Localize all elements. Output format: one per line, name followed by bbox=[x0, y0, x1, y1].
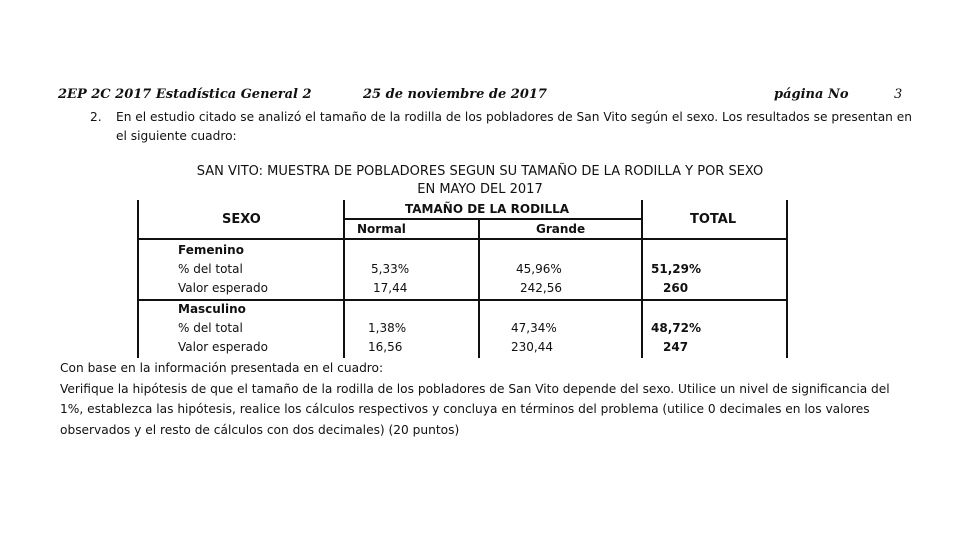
table-cell: 48,72% bbox=[651, 321, 701, 335]
table-cell: 242,56 bbox=[520, 281, 562, 295]
table-cell: 260 bbox=[663, 281, 689, 295]
table-title-line2: EN MAYO DEL 2017 bbox=[417, 182, 543, 197]
table-cell: 51,29% bbox=[651, 262, 701, 276]
col-header-grande: Grande bbox=[536, 222, 586, 236]
row-label: Valor esperado bbox=[178, 340, 268, 354]
col-header-sexo: SEXO bbox=[222, 212, 261, 227]
exam-date: 25 de noviembre de 2017 bbox=[363, 87, 547, 102]
table-cell: 16,56 bbox=[368, 340, 403, 354]
instructions bbox=[60, 358, 905, 440]
group-label: Femenino bbox=[178, 243, 244, 257]
col-header-total: TOTAL bbox=[690, 212, 737, 227]
course-title: 2EP 2C 2017 Estadística General 2 bbox=[58, 87, 312, 102]
table-rule-subheader bbox=[343, 218, 642, 220]
table-cell: 47,34% bbox=[511, 321, 557, 335]
table-cell: 1,38% bbox=[368, 321, 407, 335]
col-header-group: TAMAÑO DE LA RODILLA bbox=[405, 202, 570, 216]
row-label: Valor esperado bbox=[178, 281, 268, 295]
question-number: 2. bbox=[90, 110, 102, 124]
col-header-normal: Normal bbox=[357, 222, 406, 236]
page-header bbox=[58, 87, 904, 105]
table-cell: 5,33% bbox=[371, 262, 410, 276]
table-rule-total bbox=[641, 200, 643, 358]
page-label: página No bbox=[774, 87, 849, 102]
table-cell: 247 bbox=[663, 340, 689, 354]
table-rule-group-divider bbox=[137, 299, 787, 301]
table-rule-header-bottom bbox=[137, 238, 787, 240]
table-rule-left bbox=[137, 200, 139, 358]
row-label: % del total bbox=[178, 262, 243, 276]
table-rule-right bbox=[786, 200, 788, 358]
page-number: 3 bbox=[894, 87, 903, 102]
table-title-line1: SAN VITO: MUESTRA DE POBLADORES SEGUN SU TAMAÑO DE LA RODILLA Y POR SEXO bbox=[196, 164, 764, 179]
instructions-intro: Con base en la información presentada en el cuadro: bbox=[60, 361, 384, 375]
question-text: En el estudio citado se analizó el tamaño de la rodilla de los pobladores de San Vito según el sexo. Los resultados se presentan en el siguiente cuadro: bbox=[116, 110, 912, 143]
table-cell: 17,44 bbox=[373, 281, 408, 295]
row-label: % del total bbox=[178, 321, 243, 335]
table-rule-sexo bbox=[343, 200, 345, 358]
group-label: Masculino bbox=[178, 302, 246, 316]
table-cell: 230,44 bbox=[511, 340, 553, 354]
instructions-body: Verifique la hipótesis de que el tamaño de la rodilla de los pobladores de San Vito depende del sexo. Utilice un nivel de significancia del 1%, establezca las hipótesis, realice los cálculos respectivos y concluya en términos del problema (utilice 0 decimales en los valores observados y el resto de cálculos con dos decimales) (20 puntos) bbox=[60, 381, 890, 437]
table-cell: 45,96% bbox=[516, 262, 562, 276]
